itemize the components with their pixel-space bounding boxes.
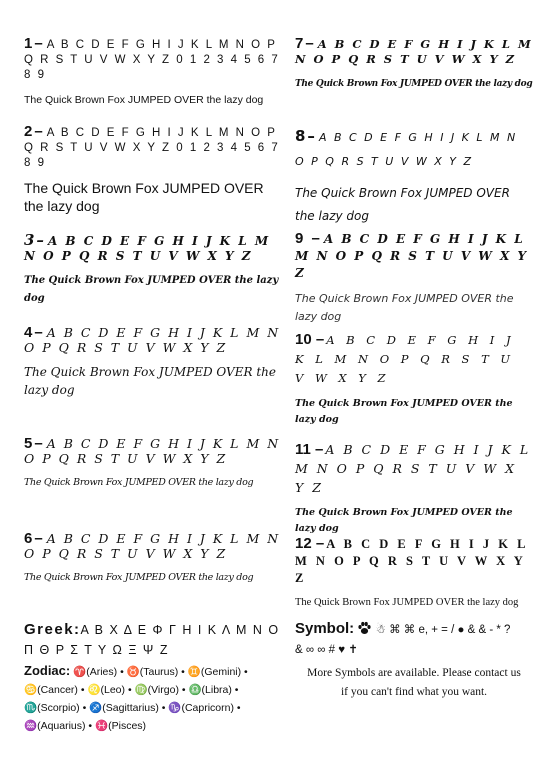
font-number: 1–: [24, 35, 45, 52]
zodiac-capricorn: ♑(Capricorn): [168, 702, 234, 714]
symbol-label: Symbol:: [295, 620, 355, 637]
zodiac-aquarius: ♒(Aquarius): [24, 720, 86, 732]
alphabet: A B C D E F G H I J K L M N O P Q R S T U V W X Y Z: [295, 232, 529, 280]
font-number: 12 –: [295, 535, 325, 552]
alphabet: A B C D E F G H I J K L M N O P Q R S T U V W X Y Z 0 1 2 3 4 5 6 7 8 9: [24, 39, 280, 81]
zodiac-gemini: ♊(Gemini): [187, 666, 242, 678]
alphabet: A B C D E F G H I J K L M N O P Q R S T U V W X Y Z: [295, 333, 515, 385]
sample-text: The Quick Brown Fox JUMPED OVER the lazy dog: [24, 180, 264, 214]
sample-text: The Quick Brown Fox JUMPED OVER the lazy dog: [295, 186, 510, 223]
zodiac-leo: ♌(Leo): [87, 684, 126, 696]
font-sample-5: [24, 436, 286, 492]
font-sample-1: [24, 36, 286, 109]
font-sample-7: [295, 36, 533, 93]
greek-label: Greek:: [24, 621, 81, 638]
alphabet: A B C D E F G H I J K L M N O P Q R S T U V W X Y Z: [24, 234, 271, 263]
font-sample-6: [24, 531, 286, 587]
font-sample-3: [24, 233, 286, 308]
font-number: 3–: [24, 231, 46, 249]
zodiac-cancer: ♋(Cancer): [24, 684, 78, 696]
zodiac-libra: ♎(Libra): [188, 684, 232, 696]
font-sample-10: [295, 330, 533, 428]
sample-text: The Quick Brown Fox JUMPED OVER the lazy dog: [295, 79, 533, 89]
zodiac-aries: ♈(Aries): [73, 666, 118, 678]
symbol-list-line-1: ☃ ⌘ ⌘ e, + = / ● & & - * ?: [375, 624, 511, 636]
zodiac-section: Zodiac: ♈(Aries) • ♉(Taurus) • ♊(Gemini) • ♋(Cancer) • ♌(Leo) • ♍(Virgo) • ♎(Libra) • ♏(Scorpio) • ♐(Sagittarius) • ♑(Capricorn) • ♒(Aquarius) • ♓(Pisces): [24, 663, 248, 732]
sample-text: The Quick Brown Fox JUMPED OVER the lazy dog: [24, 275, 279, 304]
alphabet: A B C D E F G H I J K L M N O P Q R S T U V W X Y Z: [295, 37, 533, 66]
alphabet: A B C D E F G H I J K L M N O P Q R S T U V W X Y Z: [295, 442, 531, 495]
alphabet: A B C D E F G H I J K L M N O P Q R S T U V W X Y Z 0 1 2 3 4 5 6 7 8 9: [24, 127, 280, 169]
zodiac-taurus: ♉(Taurus): [126, 666, 179, 678]
font-number: 2–: [24, 123, 45, 140]
greek-letters: Α Β Χ Δ Ε Φ Γ Η Ι Κ Λ Μ Ν Ο Π Θ Ρ Σ Τ Υ Ω Ξ Ψ Ζ: [24, 623, 280, 657]
symbol-section: [295, 620, 533, 659]
font-sample-4: [24, 325, 286, 399]
sample-text: The Quick Brown Fox JUMPED OVER the lazy dog: [295, 507, 513, 534]
alphabet: A B C D E F G H I J K L M N O P Q R S T U V W X Y Z: [295, 537, 528, 585]
greek-section: [24, 620, 286, 660]
sample-text: The Quick Brown Fox JUMPED OVER the lazy dog: [24, 477, 254, 488]
zodiac-virgo: ♍(Virgo): [134, 684, 179, 696]
font-number: 11 –: [295, 441, 324, 458]
alphabet: A B C D E F G H I J K L M N O P Q R S T U V W X Y Z: [24, 531, 281, 561]
font-number: 9 –: [295, 230, 322, 247]
sample-text: The Quick Brown Fox JUMPED OVER the lazy dog: [24, 365, 276, 397]
font-sample-9: [295, 230, 533, 326]
sample-text: The Quick Brown Fox JUMPED OVER the lazy dog: [295, 597, 519, 608]
contact-note: [295, 664, 533, 702]
alphabet: A B C D E F G H I J K L M N O P Q R S T U V W X Y Z: [295, 131, 518, 168]
sample-text: The Quick Brown Fox JUMPED OVER the lazy dog: [24, 572, 254, 583]
font-number: 10 –: [295, 331, 325, 348]
alphabet: A B C D E F G H I J K L M N O P Q R S T U V W X Y Z: [24, 436, 281, 466]
font-sample-12: [295, 535, 533, 610]
zodiac-scorpio: ♏(Scorpio): [24, 702, 80, 714]
font-sample-11: [295, 440, 533, 537]
contact-line-1: More Symbols are available. Please contact us: [307, 667, 521, 679]
sample-text: The Quick Brown Fox JUMPED OVER the lazy dog: [24, 94, 264, 106]
zodiac-pisces: ♓(Pisces): [95, 720, 147, 732]
font-number: 7–: [295, 35, 316, 52]
contact-line-2: if you can't find what you want.: [340, 686, 488, 698]
alphabet: A B C D E F G H I J K L M N O P Q R S T U V W X Y Z: [24, 325, 281, 355]
font-sample-8: [295, 124, 533, 228]
font-number: 4–: [24, 324, 45, 341]
font-number: 8–: [295, 127, 317, 145]
sample-text: The Quick Brown Fox JUMPED OVER the lazy dog: [295, 398, 513, 425]
font-number: 5–: [24, 435, 45, 452]
sample-text: The Quick Brown Fox JUMPED OVER the lazy dog: [295, 292, 514, 323]
font-sample-2: [24, 124, 286, 215]
paw-icon: [357, 621, 372, 641]
zodiac-sagittarius: ♐(Sagittarius): [89, 702, 159, 714]
symbol-list-line-2: & ∞ ∞ # ♥ ✝: [295, 644, 358, 656]
font-number: 6–: [24, 530, 45, 547]
zodiac-label: Zodiac:: [24, 663, 71, 678]
